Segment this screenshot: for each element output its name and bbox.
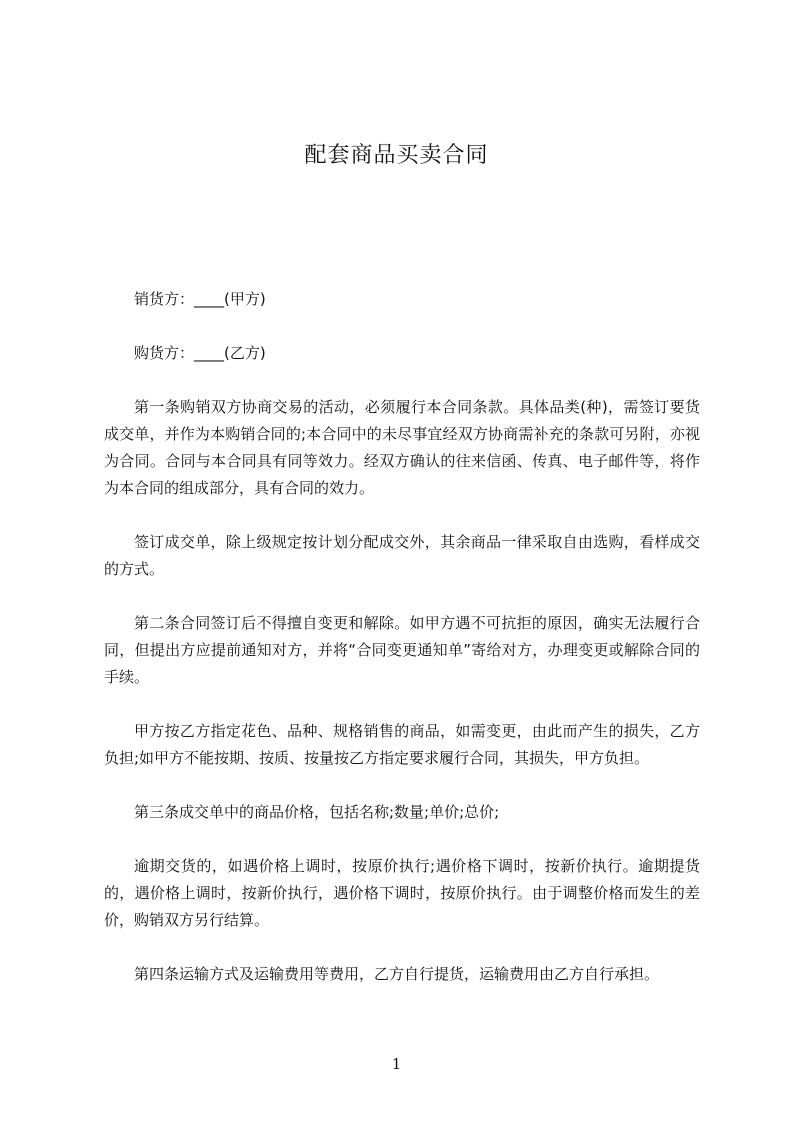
paragraph-article-2: 第二条合同签订后不得擅自变更和解除。如甲方遇不可抗拒的原因，确实无法履行合同，但提出方应提前通知对方，并将“合同变更通知单”寄给对方，办理变更或解除合同的手续。: [104, 614, 700, 686]
paragraph-price-adjustment: 逾期交货的，如遇价格上调时，按原价执行;遇价格下调时，按新价执行。逾期提货的，遇价格上调时，按新价执行，遇价格下调时，按原价执行。由于调整价格而发生的差价，购销双方另行结算。: [104, 857, 700, 929]
page-number: 1: [391, 1055, 402, 1073]
paragraph-article-3: 第三条成交单中的商品价格，包括名称;数量;单价;总价;: [134, 803, 500, 821]
seller-line: 销货方：____(甲方): [134, 290, 266, 308]
paragraph-article-1: 第一条购销双方协商交易的活动，必须履行本合同条款。具体品类(种)，需签订要货成交单，并作为本购销合同的;本合同中的未尽事宜经双方协商需补充的条款可另附，亦视为合同。合同与本合同具有同等效力。经双方确认的往来信函、传真、电子邮件等，将作为本合同的组成部分，具有合同的效力。: [104, 398, 700, 497]
paragraph-order-signing: 签订成交单，除上级规定按计划分配成交外，其余商品一律采取自由选购，看样成交的方式。: [104, 533, 700, 578]
paragraph-article-4: 第四条运输方式及运输费用等费用，乙方自行提货，运输费用由乙方自行承担。: [134, 965, 660, 983]
document-title: 配套商品买卖合同: [304, 143, 489, 168]
paragraph-specification-change: 甲方按乙方指定花色、品种、规格销售的商品，如需变更，由此而产生的损失，乙方负担;如甲方不能按期、按质、按量按乙方指定要求履行合同，其损失，甲方负担。: [104, 722, 700, 767]
buyer-line: 购货方：____(乙方): [134, 344, 266, 362]
document-body: [104, 286, 700, 1015]
